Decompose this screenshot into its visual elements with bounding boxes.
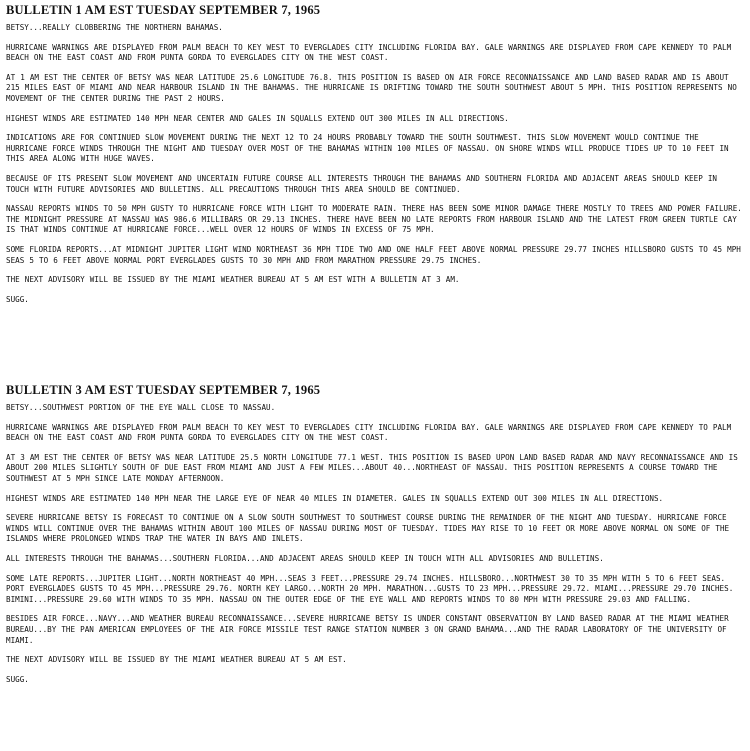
bulletin-3am	[6, 383, 742, 685]
bulletin-paragraph-position: AT 1 AM EST THE CENTER OF BETSY WAS NEAR LATITUDE 25.6 LONGITUDE 76.8. THIS POSITION IS BASED ON AIR FORCE RECONNAISSANCE AND LAND BASED RADAR AND IS ABOUT 215 MILES EAST OF MIAMI AND NEAR HARBOUR ISLAND IN THE BAHAMAS. THE HURRICANE IS DRIFTING TOWARD THE SOUTH SOUTHWEST ABOUT 5 MPH. THIS POSITION REPRESENTS NO MOVEMENT OF THE CENTER DURING THE PAST 2 HOURS.	[6, 72, 737, 103]
bulletin-paragraph-next-advisory: THE NEXT ADVISORY WILL BE ISSUED BY THE MIAMI WEATHER BUREAU AT 5 AM EST.	[6, 655, 347, 665]
bulletin-paragraph-precautions: BECAUSE OF ITS PRESENT SLOW MOVEMENT AND UNCERTAIN FUTURE COURSE ALL INTERESTS THROUGH THE BAHAMAS AND SOUTHERN FLORIDA AND ADJACENT AREAS SHOULD KEEP IN TOUCH WITH FUTURE ADVISORIES AND BULLETINS. ALL PRECAUTIONS THROUGH THIS AREA SHOULD BE CONTINUED.	[6, 173, 717, 194]
bulletin-paragraph-winds: HIGHEST WINDS ARE ESTIMATED 140 MPH NEAR CENTER AND GALES IN SQUALLS EXTEND OUT 300 MILES IN ALL DIRECTIONS.	[6, 113, 509, 123]
bulletin-paragraph-forecast: INDICATIONS ARE FOR CONTINUED SLOW MOVEMENT DURING THE NEXT 12 TO 24 HOURS PROBABLY TOWARD THE SOUTH SOUTHWEST. THIS SLOW MOVEMENT WOULD CONTINUE THE HURRICANE FORCE WINDS THROUGH THE NIGHT AND TUESDAY OVER MOST OF THE BAHAMAS WITHIN 100 MILES OF NASSAU. ON SHORE WINDS WILL PRODUCE TIDES UP TO 10 FEET IN THIS AREA ALONG WITH HUGE WAVES.	[6, 133, 729, 164]
bulletin-paragraph-winds: HIGHEST WINDS ARE ESTIMATED 140 MPH NEAR THE LARGE EYE OF NEAR 40 MILES IN DIAMETER. GALES IN SQUALLS EXTEND OUT 300 MILES IN ALL DIRECTIONS.	[6, 493, 664, 503]
bulletin-heading: BULLETIN 1 AM EST TUESDAY SEPTEMBER 7, 1965	[6, 3, 321, 17]
bulletin-paragraph-observation: BESIDES AIR FORCE...NAVY...AND WEATHER BUREAU RECONNAISSANCE...SEVERE HURRICANE BETSY IS UNDER CONSTANT OBSERVATION BY LAND BASED RADAR AT THE MIAMI WEATHER BUREAU...BY THE PAN AMERICAN EMPLOYEES OF THE AIR FORCE MISSILE TEST RANGE STATION NUMBER 3 ON GRAND BAHAMA...AND THE RADAR LABORATORY OF THE UNIVERSITY OF MIAMI.	[6, 614, 729, 645]
bulletin-signature: SUGG.	[6, 674, 29, 684]
bulletin-paragraph-forecast: SEVERE HURRICANE BETSY IS FORECAST TO CONTINUE ON A SLOW SOUTH SOUTHWEST TO SOUTHWEST COURSE DURING THE REMAINDER OF THE NIGHT AND TUESDAY. HURRICANE FORCE WINDS WILL CONTINUE OVER THE BAHAMAS WITHIN ABOUT 100 MILES OF NASSAU DURING MOST OF TUESDAY. TIDES MAY RISE TO 10 FEET OR MORE ABOVE NORMAL ON SOME OF THE ISLANDS WHERE PROLONGED WINDS TRAP THE WATER IN BAYS AND INLETS.	[6, 513, 730, 544]
bulletin-paragraph-headline: BETSY...SOUTHWEST PORTION OF THE EYE WALL CLOSE TO NASSAU.	[6, 403, 276, 412]
bulletin-paragraph-position: AT 3 AM EST THE CENTER OF BETSY WAS NEAR LATITUDE 25.5 NORTH LONGITUDE 77.1 WEST. THIS POSITION IS BASED UPON LAND BASED RADAR AND NAVY RECONNAISSANCE AND IS ABOUT 200 MILES SLIGHTLY SOUTH OF DUE EAST FROM MIAMI AND JUST A FEW MILES...ABOUT 40...NORTHEAST OF NASSAU. THIS POSITION REPRESENTS A COURSE TOWARD THE SOUTHWEST AT 5 MPH SINCE LATE MONDAY AFTERNOON.	[6, 452, 738, 483]
bulletin-paragraph-warnings: HURRICANE WARNINGS ARE DISPLAYED FROM PALM BEACH TO KEY WEST TO EVERGLADES CITY INCLUDING FLORIDA BAY. GALE WARNINGS ARE DISPLAYED FROM CAPE KENNEDY TO PALM BEACH ON THE EAST COAST AND FROM PUNTA GORDA TO EVERGLADES CITY ON THE WEST COAST.	[6, 42, 732, 63]
bulletin-paragraph-late-reports: SOME LATE REPORTS...JUPITER LIGHT...NORTH NORTHEAST 40 MPH...SEAS 3 FEET...PRESSURE 29.74 INCHES. HILLSBORO...NORTHWEST 30 TO 35 MPH WITH 5 TO 6 FEET SEAS. PORT EVERGLADES GUSTS TO 45 MPH...PRESSURE 29.76. NORTH KEY LARGO...NORTH 20 MPH. MARATHON...GUSTS TO 23 MPH...PRESSURE 29.72. MIAMI...PRESSURE 29.70 INCHES. BIMINI...PRESSURE 29.60 WITH WINDS TO 35 MPH. NASSAU ON THE OUTER EDGE OF THE EYE WALL AND REPORTS WINDS TO 80 MPH WITH PRESSURE 29.03 AND FALLING.	[6, 573, 734, 604]
bulletin-paragraph-headline: BETSY...REALLY CLOBBERING THE NORTHERN BAHAMAS.	[6, 23, 223, 32]
bulletin-paragraph-florida-reports: SOME FLORIDA REPORTS...AT MIDNIGHT JUPITER LIGHT WIND NORTHEAST 36 MPH TIDE TWO AND ONE HALF FEET ABOVE NORMAL PRESSURE 29.77 INCHES HILLSBORO GUSTS TO 45 MPH SEAS 5 TO 6 FEET ABOVE NORMAL PORT EVERGLADES GUSTS TO 30 MPH AND FROM MARATHON PRESSURE 29.75 INCHES.	[6, 244, 741, 265]
bulletin-heading: BULLETIN 3 AM EST TUESDAY SEPTEMBER 7, 1965	[6, 383, 321, 397]
bulletin-signature: SUGG.	[6, 294, 29, 304]
bulletin-paragraph-next-advisory: THE NEXT ADVISORY WILL BE ISSUED BY THE MIAMI WEATHER BUREAU AT 5 AM EST WITH A BULLETIN AT 3 AM.	[6, 275, 460, 285]
bulletin-1am	[6, 3, 742, 305]
bulletin-paragraph-precautions: ALL INTERESTS THROUGH THE BAHAMAS...SOUTHERN FLORIDA...AND ADJACENT AREAS SHOULD KEEP IN TOUCH WITH ALL ADVISORIES AND BULLETINS.	[6, 553, 604, 563]
bulletin-paragraph-warnings: HURRICANE WARNINGS ARE DISPLAYED FROM PALM BEACH TO KEY WEST TO EVERGLADES CITY INCLUDING FLORIDA BAY. GALE WARNINGS ARE DISPLAYED FROM CAPE KENNEDY TO PALM BEACH ON THE EAST COAST AND FROM PUNTA GORDA TO EVERGLADES CITY ON THE WEST COAST.	[6, 422, 732, 443]
bulletin-paragraph-nassau-reports: NASSAU REPORTS WINDS TO 50 MPH GUSTY TO HURRICANE FORCE WITH LIGHT TO MODERATE RAIN. THERE HAS BEEN SOME MINOR DAMAGE THERE MOSTLY TO TREES AND POWER FAILURE. THE MIDNIGHT PRESSURE AT NASSAU WAS 986.6 MILLIBARS OR 29.13 INCHES. THERE HAVE BEEN NO LATE REPORTS FROM HARBOUR ISLAND AND THE LATEST FROM GREEN TURTLE CAY IS THAT WINDS CONTINUE AT HURRICANE FORCE...WELL OVER 12 HOURS OF WINDS IN EXCESS OF 75 MPH.	[6, 204, 742, 235]
